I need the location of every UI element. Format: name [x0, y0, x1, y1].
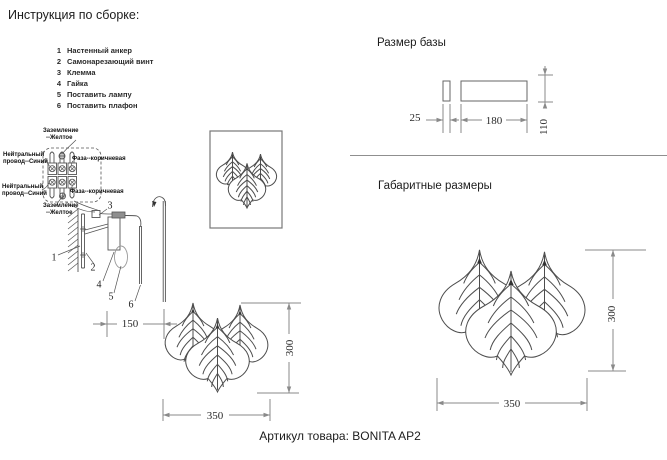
- dim-value-150: 150: [121, 318, 139, 330]
- hanger-rod-right: [163, 201, 165, 302]
- dim-value-350-right: 350: [503, 398, 521, 410]
- dim-value-180: 180: [485, 115, 503, 127]
- wall-hatch: [68, 209, 78, 271]
- wire-clamp: [92, 211, 100, 218]
- wiring-label-phase-bottom: Фаза--коричневая: [70, 189, 124, 195]
- parts-list-item: 2 Самонарезающий винт: [56, 57, 154, 66]
- dim-value-110: 110: [538, 118, 550, 136]
- wiring-label-ground-top: Заземление: [43, 128, 79, 134]
- lamp-thumbnail-box: [210, 131, 282, 228]
- ground-symbol-bottom: [60, 193, 66, 199]
- callout-2: 2: [90, 262, 96, 274]
- lamp-drawing-left: [165, 303, 268, 392]
- wiring-label-neutral-top2: провод--Синий: [3, 159, 48, 165]
- parts-list-item: 6 Поставить плафон: [56, 101, 138, 110]
- section-title-overall-size: Габаритные размеры: [378, 180, 492, 192]
- lamp-body: [108, 217, 120, 250]
- parts-list-item: 3 Клемма: [56, 68, 96, 77]
- wiring-label-ground-bottom2: --Желтое: [46, 210, 73, 216]
- wiring-label-neutral-top: Нейтральный: [3, 152, 45, 158]
- lamp-drawing-right: [439, 250, 585, 375]
- bulb: [115, 246, 128, 268]
- mounting-drawing: [58, 197, 166, 302]
- callout-4: 4: [96, 279, 102, 291]
- product-sku-line: Артикул товара: BONITA AP2: [259, 429, 421, 443]
- dim-value-350-left: 350: [206, 410, 224, 422]
- section-title-base-size: Размер базы: [377, 37, 446, 49]
- lamp-body-cap: [112, 212, 125, 218]
- support-arm: [85, 224, 108, 234]
- wiring-label-phase-top: Фаза--коричневая: [72, 156, 126, 162]
- mounting-plate: [80, 214, 86, 268]
- wiring-label-neutral-bottom: Нейтральный: [2, 184, 44, 190]
- hanger-arm: [125, 216, 141, 228]
- parts-list-item: 5 Поставить лампу: [56, 90, 132, 99]
- callout-5: 5: [108, 291, 114, 303]
- dim-value-300-left: 300: [284, 339, 296, 357]
- wiring-label-ground-bottom: Заземление: [43, 203, 79, 209]
- parts-list: [53, 45, 153, 111]
- hanger-rod-left: [140, 226, 142, 284]
- dim-value-300-right: 300: [606, 305, 618, 323]
- callout-3: 3: [107, 200, 113, 212]
- callout-6: 6: [128, 299, 134, 311]
- wiring-label-ground-top2: --Желтое: [46, 135, 73, 141]
- parts-list-item: 4 Гайка: [56, 79, 88, 88]
- dim-value-25: 25: [409, 112, 421, 124]
- callout-1: 1: [51, 252, 57, 264]
- page-title: Инструкция по сборке:: [8, 8, 140, 22]
- parts-list-item: 1 Настенный анкер: [56, 46, 132, 55]
- wiring-label-neutral-bottom2: провод--Синий: [2, 191, 47, 197]
- ground-symbol-top: [59, 153, 65, 159]
- section-divider: [350, 155, 667, 156]
